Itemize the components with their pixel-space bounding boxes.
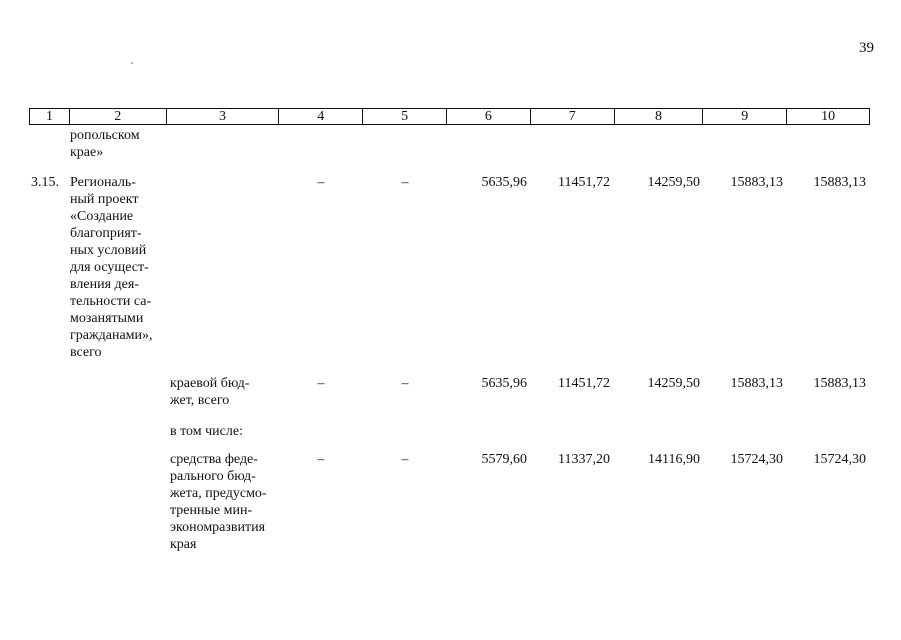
text-line: краевой бюд-: [170, 376, 250, 391]
row-regional-budget-label: [170, 375, 275, 409]
text-line: всего: [70, 345, 102, 360]
text-line: в том числе:: [170, 424, 243, 439]
header-col-8: 8: [615, 109, 704, 124]
text-line: края: [170, 537, 197, 552]
row-federal-funds-col5: –: [401, 452, 409, 467]
text-line: мозанятыми: [70, 311, 144, 326]
table-header-row: [29, 108, 870, 125]
header-col-1: 1: [30, 109, 70, 124]
section-value-col8: 14259,50: [647, 175, 700, 190]
section-value-col9: 15883,13: [730, 175, 783, 190]
text-line: средства феде-: [170, 452, 258, 467]
header-col-3: 3: [167, 109, 280, 124]
text-line: ный проект: [70, 192, 139, 207]
header-col-6: 6: [447, 109, 531, 124]
text-line: вления дея-: [70, 277, 139, 292]
header-col-2: 2: [70, 109, 167, 124]
section-value-col6: 5635,96: [481, 175, 527, 190]
row-regional-budget-col7: 11451,72: [558, 376, 610, 391]
section-col4: –: [317, 175, 325, 190]
row-regional-budget-col5: –: [401, 376, 409, 391]
text-line: для осущест-: [70, 260, 149, 275]
header-col-5: 5: [363, 109, 447, 124]
text-line: ропольском: [70, 128, 140, 143]
text-line: крае»: [70, 145, 104, 160]
scan-speck: [131, 62, 133, 64]
text-line: жета, предусмо-: [170, 486, 267, 501]
row-federal-funds-col6: 5579,60: [481, 452, 527, 467]
header-col-9: 9: [703, 109, 787, 124]
text-line: жет, всего: [170, 393, 230, 408]
text-line: благоприят-: [70, 226, 142, 241]
text-line: тельности са-: [70, 294, 152, 309]
section-value-col10: 15883,13: [813, 175, 866, 190]
continuation-text: [70, 127, 164, 161]
text-line: рального бюд-: [170, 469, 256, 484]
row-regional-budget-col10: 15883,13: [813, 376, 866, 391]
header-col-7: 7: [531, 109, 615, 124]
text-line: «Создание: [70, 209, 134, 224]
row-federal-funds-col10: 15724,30: [813, 452, 866, 467]
section-number: 3.15.: [31, 175, 59, 190]
text-line: ных условий: [70, 243, 147, 258]
row-federal-funds-col4: –: [317, 452, 325, 467]
text-line: гражданами»,: [70, 328, 153, 343]
row-federal-funds-col8: 14116,90: [648, 452, 700, 467]
text-line: Региональ-: [70, 175, 136, 190]
row-federal-funds-col9: 15724,30: [730, 452, 783, 467]
row-federal-funds-label: [170, 451, 275, 553]
page-number: 39: [859, 40, 874, 56]
row-regional-budget-col9: 15883,13: [730, 376, 783, 391]
header-col-10: 10: [821, 109, 836, 124]
row-including-label: [170, 423, 280, 440]
row-regional-budget-col4: –: [317, 376, 325, 391]
section-col5: –: [401, 175, 409, 190]
row-regional-budget-col6: 5635,96: [481, 376, 527, 391]
header-col-4: 4: [279, 109, 363, 124]
section-title: [70, 174, 164, 361]
section-value-col7: 11451,72: [558, 175, 610, 190]
row-federal-funds-col7: 11337,20: [558, 452, 610, 467]
row-regional-budget-col8: 14259,50: [647, 376, 700, 391]
text-line: экономразвития: [170, 520, 266, 535]
text-line: тренные мин-: [170, 503, 253, 518]
